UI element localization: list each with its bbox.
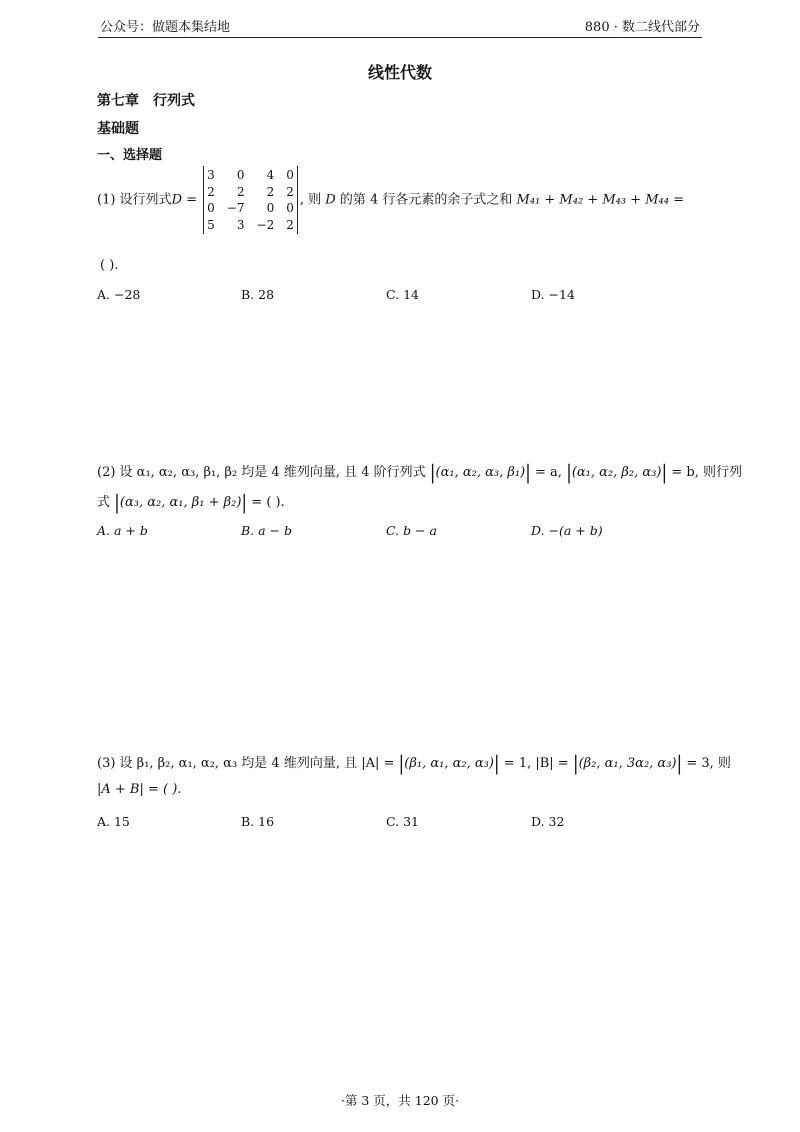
det-cell: 2 bbox=[236, 184, 245, 199]
q1-option-c: C. 14 bbox=[386, 287, 419, 302]
det-cell: 0 bbox=[286, 201, 294, 215]
det-row bbox=[206, 184, 295, 201]
q1-prefix: (1) 设行列式 bbox=[97, 192, 172, 208]
det-cell: 2 bbox=[286, 184, 294, 199]
det-row bbox=[206, 200, 295, 217]
question-3-line-1: (3) 设 β₁, β₂, α₁, α₂, α₃ 均是 4 维列向量, 且 |A| = |(β₁, α₁, α₂, α₃)| = 1, |B| = |(β₂, α₁, 3α₂, α₃)| = 3, 则 bbox=[97, 752, 731, 776]
q2-option-d: D. −(a + b) bbox=[531, 523, 603, 538]
q3-eq-1: = 1, |B| = bbox=[503, 756, 569, 771]
chapter-heading: 第七章 行列式 bbox=[97, 93, 195, 109]
q3-eq-2: = 3, 则 bbox=[686, 756, 731, 771]
q2-option-b: B. a − b bbox=[241, 523, 293, 538]
q1-determinant bbox=[203, 166, 298, 234]
det-cell: 3 bbox=[207, 168, 215, 182]
det-cell: −7 bbox=[226, 201, 245, 215]
det-cell: −2 bbox=[256, 217, 275, 232]
q2-det-3: (α₃, α₂, α₁, β₁ + β₂) bbox=[119, 495, 242, 510]
q2-option-c: C. b − a bbox=[386, 523, 437, 538]
q1-eq: = bbox=[182, 192, 198, 208]
section-heading: 基础题 bbox=[97, 121, 139, 137]
page-title: 线性代数 bbox=[367, 63, 432, 82]
q1-mid2: 的第 4 行各元素的余子式之和 bbox=[339, 192, 513, 208]
q2-text: (2) 设 α₁, α₂, α₃, β₁, β₂ 均是 4 维列向量, 且 4 阶行列式 bbox=[97, 465, 426, 480]
q3-det-2: (β₂, α₁, 3α₂, α₃) bbox=[578, 756, 677, 771]
q2-option-a: A. a + b bbox=[97, 523, 148, 538]
q3-option-a: A. 15 bbox=[97, 814, 130, 829]
q2-eq-3: = ( ). bbox=[251, 495, 285, 510]
q3-det-1: (β₁, α₁, α₂, α₃) bbox=[404, 756, 494, 771]
question-2-line-1: (2) 设 α₁, α₂, α₃, β₁, β₂ 均是 4 维列向量, 且 4 阶行列式 |(α₁, α₂, α₃, β₁)| = a, |(α₁, α₂, β₂, α₃)| = b, 则行列 bbox=[97, 461, 742, 485]
q3-text: (3) 设 β₁, β₂, α₁, α₂, α₃ 均是 4 维列向量, 且 |A| = bbox=[97, 756, 395, 771]
q1-var: D bbox=[171, 192, 182, 208]
det-cell: 4 bbox=[266, 168, 275, 182]
question-1 bbox=[97, 166, 684, 234]
det-cell: 5 bbox=[207, 217, 215, 232]
q2-eq-2: = b, 则行列 bbox=[671, 465, 742, 480]
q2-text-2: 式 bbox=[97, 495, 111, 510]
question-2-line-2: 式 |(α₃, α₂, α₁, β₁ + β₂)| = ( ). bbox=[97, 491, 285, 515]
header-right: 880 · 数二线代部分 bbox=[584, 20, 700, 35]
q3-option-c: C. 31 bbox=[386, 814, 419, 829]
header-rule bbox=[98, 37, 702, 38]
det-cell: 0 bbox=[236, 168, 245, 182]
q1-option-d: D. −14 bbox=[531, 287, 575, 302]
det-row bbox=[206, 167, 295, 184]
q2-det-2: (α₁, α₂, β₂, α₃) bbox=[571, 465, 662, 480]
q1-option-a: A. −28 bbox=[97, 287, 141, 302]
q1-var2: D bbox=[325, 192, 336, 208]
det-row bbox=[206, 217, 295, 234]
q1-sum: M₄₁ + M₄₂ + M₄₃ + M₄₄ = bbox=[516, 192, 684, 208]
det-cell: 2 bbox=[207, 184, 215, 199]
det-cell: 0 bbox=[266, 201, 275, 215]
det-cell: 2 bbox=[266, 184, 275, 199]
det-cell: 0 bbox=[286, 168, 294, 182]
q3-option-d: D. 32 bbox=[531, 814, 565, 829]
det-cell: 2 bbox=[286, 217, 294, 232]
det-cell: 3 bbox=[236, 217, 245, 232]
q2-eq-1: = a, bbox=[535, 465, 562, 480]
header-left: 公众号：做题本集结地 bbox=[100, 20, 231, 35]
q1-answer-paren: ( ). bbox=[100, 258, 119, 273]
q1-mid1: , 则 bbox=[299, 192, 322, 208]
q2-det-1: (α₁, α₂, α₃, β₁) bbox=[435, 465, 526, 480]
page-footer: ·第 3 页，共 120 页· bbox=[340, 1093, 460, 1108]
q1-option-b: B. 28 bbox=[241, 287, 275, 302]
question-3-line-2: |A + B| = ( ). bbox=[97, 782, 182, 797]
subsection-heading: 一、选择题 bbox=[97, 148, 163, 163]
q3-option-b: B. 16 bbox=[241, 814, 275, 829]
det-cell: 0 bbox=[207, 201, 215, 215]
